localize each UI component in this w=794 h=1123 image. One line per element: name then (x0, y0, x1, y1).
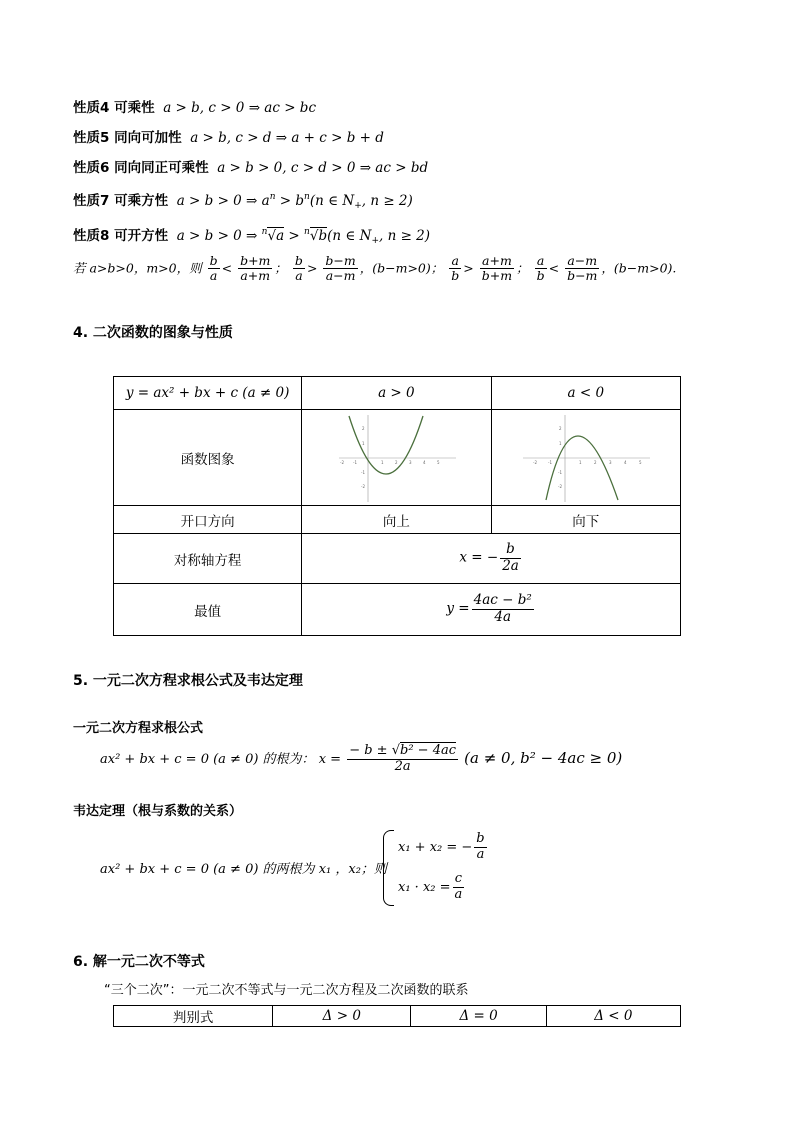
root-x: x = (318, 751, 342, 767)
svg-text:-1: -1 (353, 459, 358, 465)
root-fraction: $\frac{\text{− b ± √b² − 4ac}}{2a}$ (349, 743, 456, 774)
svg-text:-1: -1 (557, 469, 562, 475)
header-a-positive: a > 0 (302, 377, 491, 410)
svg-text:1: 1 (381, 459, 384, 465)
svg-text:-2: -2 (557, 483, 562, 489)
fraction: $\frac{b-m}{a-m}$ (325, 253, 356, 284)
svg-text:-2: -2 (361, 483, 366, 489)
fraction-inequalities: 若 a>b>0，m>0，则 $\frac{b}{a}$ < $\frac{b+m}{a+m}$ ； $\frac{b}{a}$ > $\frac{b-m}{a-m}$ ，(b−m>0)； $\frac{a}{b}$ > $\frac{a+m}{b+m}$ ； $\frac{a}{b}$ < $\frac{a-m}{b-m}$ ，(b−m>0). (73, 253, 677, 284)
row-extreme-label: 最值 (114, 584, 302, 636)
property-formula: a > b, c > 0 ⇒ ac > bc (163, 100, 316, 116)
graph-upward-cell (302, 410, 491, 506)
header-formula: y = ax² + bx + c (a ≠ 0) (114, 377, 302, 410)
delta-positive-header: Δ > 0 (273, 1006, 411, 1027)
fraction: $\frac{a}{b}$ (451, 253, 460, 284)
svg-text:1: 1 (578, 459, 582, 465)
svg-text:1: 1 (362, 440, 365, 446)
property-6 (73, 156, 428, 176)
svg-text:4: 4 (423, 459, 426, 465)
axis-formula: x = − $\frac{b}{2a}$ (302, 534, 681, 584)
extreme-formula: y = $\frac{\text{4ac − b²}}{4a}$ (302, 584, 681, 636)
vieta-equation: ax² + bx + c = 0 (a ≠ 0) 的两根为 x₁ ，x₂；则 (100, 862, 387, 877)
row-graph-label: 函数图象 (114, 410, 302, 506)
property-name: 性质8 可开方性 (73, 228, 169, 244)
svg-text:5: 5 (437, 459, 440, 465)
property-name: 性质4 可乘性 (73, 100, 155, 116)
open-up: 向上 (302, 506, 491, 534)
property-formula: a > b, c > d ⇒ a + c > b + d (190, 130, 384, 146)
graph-downward-parabola (518, 412, 654, 504)
delta-negative-header: Δ < 0 (546, 1006, 680, 1027)
property-5 (73, 126, 384, 146)
svg-text:4: 4 (623, 459, 627, 465)
graph-downward-cell (491, 410, 680, 506)
discriminant-table (113, 1005, 681, 1027)
property-formula: a > b > 0 ⇒ $^n$√a > $^n$√b(n ∈ $N_+$, n ≥ 2) (176, 227, 431, 246)
row-open-label: 开口方向 (114, 506, 302, 534)
property-name: 性质7 可乘方性 (73, 193, 169, 209)
root-formula-heading: 一元二次方程求根公式 (73, 721, 204, 736)
root-condition: (a ≠ 0, b² − 4ac ≥ 0) (464, 748, 623, 767)
fraction: $\frac{a+m}{b+m}$ (481, 253, 513, 284)
property-7 (73, 189, 413, 211)
vieta-brace (383, 830, 394, 906)
property-name: 性质6 同向同正可乘性 (73, 160, 209, 176)
svg-text:-1: -1 (547, 459, 552, 465)
vieta-heading: 韦达定理（根与系数的关系） (73, 804, 243, 819)
property-name: 性质5 同向可加性 (73, 130, 182, 146)
discriminant-header: 判别式 (114, 1006, 273, 1027)
header-a-negative: a < 0 (491, 377, 680, 410)
open-down: 向下 (491, 506, 680, 534)
root-equation: ax² + bx + c = 0 (a ≠ 0) 的根为： (100, 751, 315, 767)
vieta-product: x₁ · x₂ = $\frac{c}{a}$ (398, 871, 463, 902)
property-4 (73, 96, 316, 116)
svg-text:3: 3 (409, 459, 412, 465)
fraction: $\frac{a}{b}$ (536, 253, 545, 284)
section-6-intro: “三个二次”：一元二次不等式与一元二次方程及二次函数的联系 (104, 983, 469, 998)
row-axis-label: 对称轴方程 (114, 534, 302, 584)
quadratic-properties-table (113, 376, 681, 636)
svg-text:-1: -1 (361, 469, 366, 475)
svg-text:2: 2 (362, 425, 365, 431)
property-formula: a > b > 0 ⇒ $a^n > b^n(n$ ∈ $N_+$, n ≥ 2) (176, 192, 413, 211)
section-6-title: 6. 解一元二次不等式 (73, 954, 205, 970)
section-4-title: 4. 二次函数的图象与性质 (73, 325, 233, 341)
svg-text:5: 5 (638, 459, 642, 465)
svg-text:-2: -2 (532, 459, 537, 465)
fraction: $\frac{b+m}{a+m}$ (240, 253, 271, 284)
fraction: $\frac{b}{a}$ (209, 253, 218, 284)
svg-text:-2: -2 (340, 459, 345, 465)
svg-text:3: 3 (608, 459, 612, 465)
property-formula: a > b > 0, c > d > 0 ⇒ ac > bd (217, 160, 429, 176)
fraction: $\frac{b}{a}$ (294, 253, 303, 284)
root-formula (100, 744, 622, 775)
svg-text:2: 2 (593, 459, 597, 465)
property-8 (73, 224, 430, 246)
svg-text:2: 2 (558, 425, 562, 431)
delta-zero-header: Δ = 0 (411, 1006, 546, 1027)
section-5-title: 5. 一元二次方程求根公式及韦达定理 (73, 673, 303, 689)
fraction-prefix: 若 a>b>0，m>0，则 (73, 260, 202, 276)
vieta-sum: x₁ + x₂ = − $\frac{b}{a}$ (398, 831, 485, 862)
svg-text:2: 2 (395, 459, 398, 465)
graph-upward-parabola (331, 412, 461, 504)
fraction: $\frac{a-m}{b-m}$ (567, 253, 598, 284)
svg-text:1: 1 (558, 440, 562, 446)
